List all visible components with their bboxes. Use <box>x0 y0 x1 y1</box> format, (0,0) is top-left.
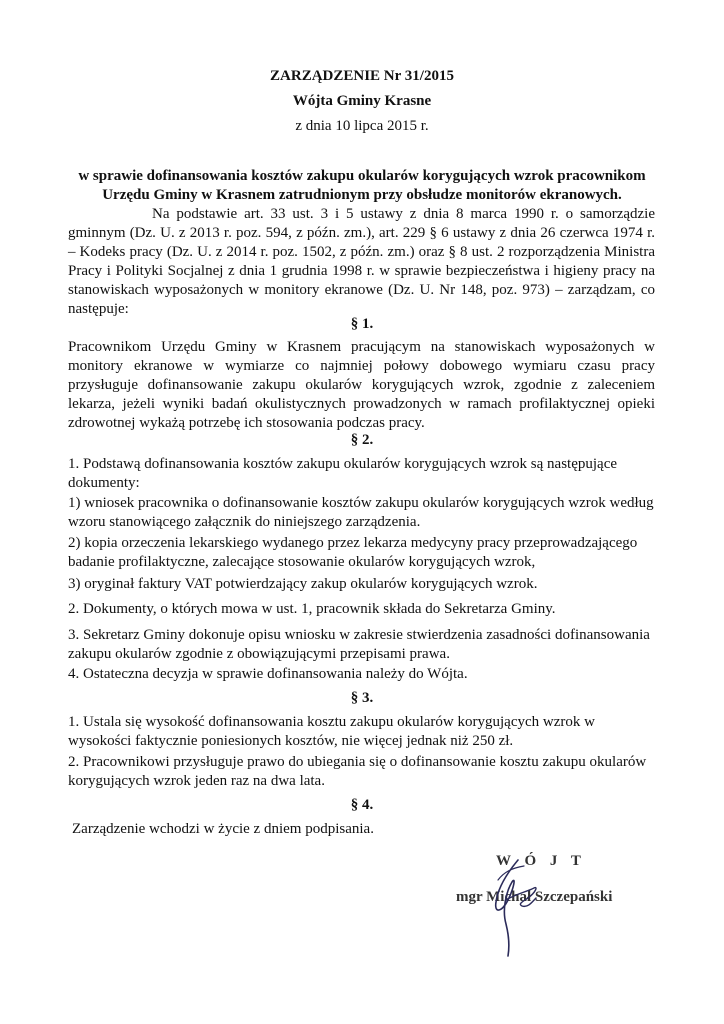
document-subject: w sprawie dofinansowania kosztów zakupu okularów korygujących wzrok pracownikom Urzędu Gminy w Krasnem zatrudnionym przy obsłudze monitorów ekranowych. <box>78 168 646 203</box>
section-2-item-3: 3) oryginał faktury VAT potwierdzający zakup okularów korygujących wzrok. <box>68 576 538 592</box>
section-2-paragraph-4: 4. Ostateczna decyzja w sprawie dofinansowania należy do Wójta. <box>68 666 468 682</box>
section-3-heading: § 3. <box>350 690 374 706</box>
document-title: ZARZĄDZENIE Nr 31/2015 <box>270 68 454 84</box>
section-2-item-1: 1) wniosek pracownika o dofinansowanie kosztów zakupu okularów korygujących wzrok według wzoru stanowiącego załącznik do niniejszego zarządzenia. <box>68 495 654 530</box>
handwritten-signature <box>468 852 558 962</box>
section-1-text: Pracownikom Urzędu Gminy w Krasnem pracującym na stanowiskach wyposażonych w monitory ekranowe w wymiarze co najmniej połowy dobowego wymiaru czasu pracy przysługuje dofinansowanie zakupu okularów korygujących wzrok, zgodnie z zaleceniem lekarza, jeżeli wyniki badań okulistycznych prowadzonych w ramach profilaktycznej opieki zdrowotnej wykażą potrzebę ich stosowania podczas pracy. <box>68 339 655 431</box>
document-date: z dnia 10 lipca 2015 r. <box>295 118 429 134</box>
section-2-item-2: 2) kopia orzeczenia lekarskiego wydanego przez lekarza medycyny pracy przeprowadzającego badanie profilaktyczne, zalecające stosowanie okularów korygujących wzrok, <box>68 535 638 570</box>
section-2-paragraph-3: 3. Sekretarz Gminy dokonuje opisu wniosku w zakresie stwierdzenia zasadności dofinansowania zakupu okularów zgodnie z obowiązującymi przepisami prawa. <box>68 627 650 662</box>
stamp-name: mgr Michał Szczepański <box>456 889 613 905</box>
preamble: Na podstawie art. 33 ust. 3 i 5 ustawy z dnia 8 marca 1990 r. o samorządzie gminnym (Dz. U. z 2013 r. poz. 594, z późn. zm.), art. 229 § 6 ustawy z dnia 26 czerwca 1974 r. – Kodeks pracy (Dz. U. z 2014 r. poz. 1502, z późn. zm.) oraz § 8 ust. 2 rozporządzenia Ministra Pracy i Polityki Socjalnej z dnia 1 grudnia 1998 r. w sprawie bezpieczeństwa i higieny pracy na stanowiskach wyposażonych w monitory ekranowe (Dz. U. Nr 148, poz. 973) – zarządzam, co następuje: <box>68 206 655 317</box>
section-2-paragraph-2: 2. Dokumenty, o których mowa w ust. 1, pracownik składa do Sekretarza Gminy. <box>68 601 556 617</box>
document-authority: Wójta Gminy Krasne <box>292 93 432 109</box>
section-3-paragraph-2: 2. Pracownikowi przysługuje prawo do ubiegania się o dofinansowanie kosztu zakupu okularów korygujących wzrok jeden raz na dwa lata. <box>68 754 647 789</box>
section-2-heading: § 2. <box>350 432 374 448</box>
section-1-heading: § 1. <box>350 316 374 332</box>
section-4-text: Zarządzenie wchodzi w życie z dniem podpisania. <box>72 821 374 837</box>
section-4-heading: § 4. <box>350 797 374 813</box>
section-2-paragraph-1: 1. Podstawą dofinansowania kosztów zakupu okularów korygujących wzrok są następujące dokumenty: <box>68 456 618 491</box>
section-3-paragraph-1: 1. Ustala się wysokość dofinansowania kosztu zakupu okularów korygujących wzrok w wysokości faktycznie poniesionych kosztów, nie więcej jednak niż 250 zł. <box>68 714 595 749</box>
stamp-title: W Ó J T <box>496 853 586 869</box>
